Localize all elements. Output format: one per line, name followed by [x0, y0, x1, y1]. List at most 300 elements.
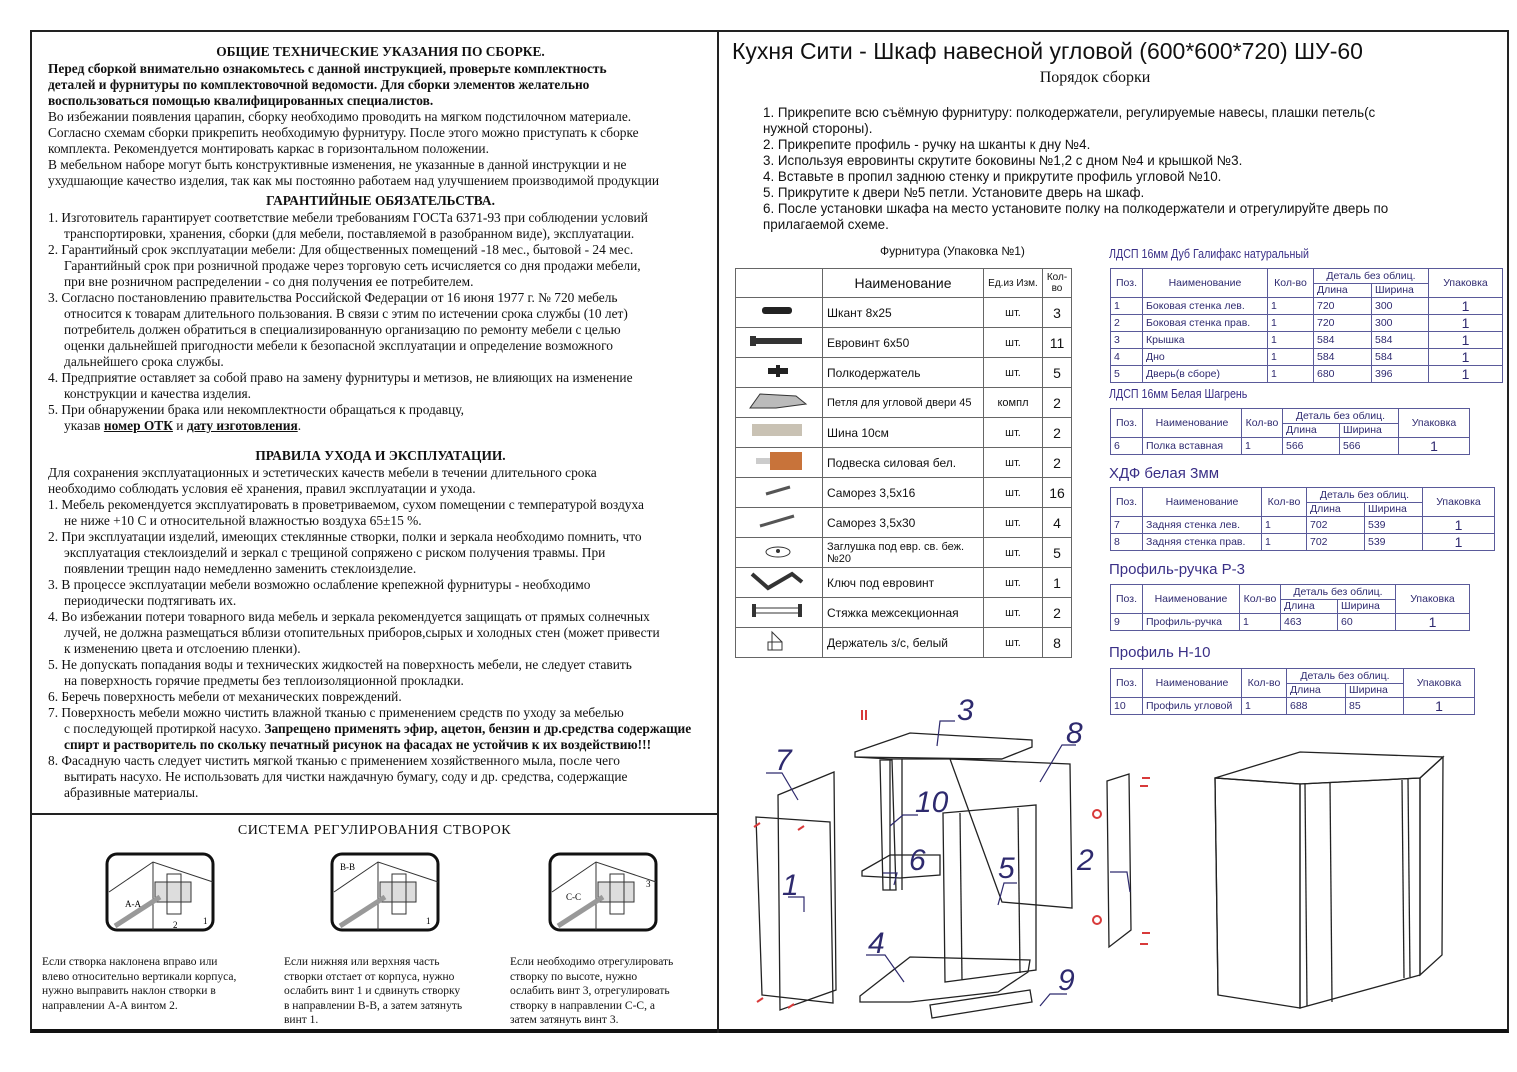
hardware-unit: шт. — [984, 478, 1043, 508]
adjustment-label: А-А — [125, 899, 141, 909]
material-cell: 396 — [1372, 366, 1429, 383]
hardware-qty: 2 — [1043, 598, 1072, 628]
header-qty: Кол-во — [1262, 488, 1307, 517]
hardware-qty: 2 — [1043, 418, 1072, 448]
hardware-row — [736, 448, 1072, 478]
material-cell: 1 — [1429, 298, 1503, 315]
hardware-table — [735, 268, 1072, 658]
text-line: комплекта. Рекомендуется монтировать каркас в горизонтальном положении. — [48, 141, 489, 156]
part-5-door — [943, 805, 1036, 982]
material-cell: 2 — [1111, 315, 1143, 332]
section-heading-warranty: ГАРАНТИЙНЫЕ ОБЯЗАТЕЛЬСТВА. — [266, 193, 495, 208]
material-cell: Боковая стенка лев. — [1143, 298, 1268, 315]
hardware-qty: 5 — [1043, 358, 1072, 388]
material-cell: 1 — [1404, 698, 1475, 715]
hardware-qty: 3 — [1043, 298, 1072, 328]
table-header-row — [1111, 409, 1470, 424]
material-group-title: Профиль Н-10 — [1109, 644, 1211, 661]
hardware-unit: шт. — [984, 508, 1043, 538]
hardware-name: Держатель з/с, белый — [823, 628, 984, 658]
material-cell: 1 — [1429, 366, 1503, 383]
text-line: деталей и фурнитуры по комплектовочной ведомости. Для сборки элементов желательно — [48, 77, 590, 92]
material-table — [1110, 487, 1495, 551]
material-cell: 566 — [1283, 438, 1340, 455]
hardware-name: Заглушка под евр. св. беж. №20 — [823, 538, 984, 568]
material-row — [1111, 366, 1503, 383]
material-cell: Задняя стенка лев. — [1143, 517, 1262, 534]
text-line: ухудшающие качество изделия, так как мы постоянно работаем над улучшением производимой продукции — [48, 173, 659, 188]
material-cell: 680 — [1314, 366, 1372, 383]
connector-icon — [736, 598, 820, 624]
text-line: необходимо соблюдать условия её хранения, правил эксплуатации и ухода. — [48, 481, 476, 496]
hardware-icon-cell — [736, 508, 823, 538]
hardware-name: Полкодержатель — [823, 358, 984, 388]
text-line: 8. Фасадную часть следует чистить мягкой тканью с применением хозяйственного мыла, после чего — [48, 753, 620, 768]
part-label-8: 8 — [1066, 717, 1083, 750]
text-line: Гарантийный срок при розничной продаже через торговую сеть исчисляется со дня продажи мебели, — [64, 258, 641, 273]
header-name: Наименование — [1143, 488, 1262, 517]
part-2-side-right — [1107, 774, 1131, 947]
part-label-7: 7 — [775, 744, 792, 777]
header-name: Наименование — [1143, 409, 1242, 438]
hardware-row — [736, 358, 1072, 388]
step-line: 1. Прикрепите всю съёмную фурнитуру: полкодержатели, регулируемые навесы, плашки петель(с — [763, 105, 1376, 120]
shelf-support-icon — [736, 358, 820, 384]
material-cell: Крышка — [1143, 332, 1268, 349]
header-detail: Деталь без облиц. — [1307, 488, 1423, 503]
instructions-text — [48, 40, 713, 801]
hardware-caption: Фурнитура (Упаковка №1) — [880, 244, 1025, 258]
hardware-icon-cell — [736, 418, 823, 448]
adjustment-label: 1 — [426, 916, 431, 926]
hardware-row — [736, 568, 1072, 598]
text-line: к изменению цвета и отслоению пленки). — [64, 641, 301, 656]
material-cell: 8 — [1111, 534, 1143, 551]
hardware-qty: 2 — [1043, 388, 1072, 418]
header-pack: Упаковка — [1423, 488, 1495, 517]
material-row — [1111, 614, 1470, 631]
part-label-1: 1 — [782, 869, 799, 902]
hardware-icon-cell — [736, 448, 823, 478]
text-line: 5. Не допускать попадания воды и технических жидкостей на поверхность мебели, не следует ставить — [48, 657, 632, 672]
text-line — [48, 721, 713, 737]
hardware-qty: 5 — [1043, 538, 1072, 568]
material-cell: 10 — [1111, 698, 1143, 715]
material-cell: Профиль угловой — [1143, 698, 1242, 715]
text-span: и — [172, 418, 187, 433]
header-width: Ширина — [1338, 599, 1396, 614]
header-detail: Деталь без облиц. — [1287, 669, 1404, 684]
step-line: 4. Вставьте в пропил заднюю стенку и прикрутите профиль угловой №10. — [763, 169, 1222, 184]
otk-number-emphasis: номер ОТК — [103, 418, 173, 433]
adjustment-label: С-С — [566, 892, 582, 902]
material-cell: 3 — [1111, 332, 1143, 349]
icon-column-header — [736, 269, 823, 298]
material-table — [1110, 584, 1470, 631]
material-row — [1111, 332, 1503, 349]
adjustment-label: 3 — [646, 879, 651, 889]
caption-line: нужно выправить наклон створки в — [42, 985, 216, 997]
hardware-unit: шт. — [984, 448, 1043, 478]
hardware-name: Шкант 8х25 — [823, 298, 984, 328]
material-cell: 584 — [1372, 349, 1429, 366]
text-line: В мебельном наборе могут быть конструктивные изменения, не указанные в данной инструкции и не — [48, 157, 627, 172]
hardware-icon-cell — [736, 388, 823, 418]
part-label-10: 10 — [915, 786, 949, 819]
step-line: 5. Прикрутите к двери №5 петли. Установите дверь на шкаф. — [763, 185, 1145, 200]
dowel-icon — [736, 298, 820, 324]
material-cell: 300 — [1372, 298, 1429, 315]
material-cell: 584 — [1314, 332, 1372, 349]
hardware-unit: шт. — [984, 298, 1043, 328]
part-1-side-left — [756, 817, 833, 1003]
hardware-unit: шт. — [984, 328, 1043, 358]
warning-text: Запрещено применять эфир, ацетон, бензин и др.средства содержащие — [264, 721, 692, 736]
header-length: Длина — [1281, 599, 1338, 614]
adjustment-caption — [510, 955, 673, 1028]
text-line: Во избежании появления царапин, сборку необходимо проводить на мягком подстилочном материале. — [48, 109, 632, 124]
header-width: Ширина — [1346, 683, 1404, 698]
hardware-row — [736, 418, 1072, 448]
hardware-name: Шина 10см — [823, 418, 984, 448]
material-cell: 6 — [1111, 438, 1143, 455]
hardware-unit: шт. — [984, 568, 1043, 598]
hardware-icon-cell — [736, 328, 823, 358]
header-width: Ширина — [1340, 423, 1399, 438]
material-group-title: ХДФ белая 3мм — [1109, 465, 1220, 482]
part-label-5: 5 — [998, 852, 1015, 885]
text-line: 5. При обнаружении брака или некомплектности обращаться к продавцу, — [48, 402, 464, 417]
hardware-icon-cell — [736, 538, 823, 568]
hardware-qty: 2 — [1043, 448, 1072, 478]
assembly-steps — [763, 105, 1463, 233]
hardware-name: Евровинт 6х50 — [823, 328, 984, 358]
hardware-row — [736, 508, 1072, 538]
adjustment-caption — [284, 955, 462, 1028]
material-cell: 7 — [1111, 517, 1143, 534]
material-cell: 702 — [1307, 534, 1365, 551]
text-span: указав — [64, 418, 104, 433]
hardware-name: Саморез 3,5х16 — [823, 478, 984, 508]
caption-line: винт 1. — [284, 1014, 319, 1026]
text-line: транспортировки, хранения, сборки (для мебели, поставляемой в разобранном виде), эксплуатации. — [64, 226, 635, 241]
header-pack: Упаковка — [1429, 269, 1503, 298]
adjustment-title: СИСТЕМА РЕГУЛИРОВАНИЯ СТВОРОК — [237, 823, 512, 838]
material-cell: 584 — [1372, 332, 1429, 349]
hardware-qty: 8 — [1043, 628, 1072, 658]
material-cell: 1 — [1262, 534, 1307, 551]
material-cell: 539 — [1365, 517, 1423, 534]
hardware-unit: шт. — [984, 538, 1043, 568]
text-line: оценки дальнейшей пригодности мебели к безопасной эксплуатации и определение возможного — [64, 338, 613, 353]
text-line: дальнейшего срока службы. — [64, 354, 224, 369]
section-heading-care: ПРАВИЛА УХОДА И ЭКСПЛУАТАЦИИ. — [255, 448, 506, 463]
material-cell: 702 — [1307, 517, 1365, 534]
assembly-diagram — [740, 690, 1470, 1025]
step-line: нужной стороны). — [763, 121, 873, 136]
text-line: относится к товарам длительного пользования. В связи с этим по истечении срока службы (10 лет) — [64, 306, 628, 321]
text-line: 7. Поверхность мебели можно чистить влажной тканью с применением средств по уходу за мебелью — [48, 705, 624, 720]
material-cell: 1 — [1240, 614, 1281, 631]
material-cell: 4 — [1111, 349, 1143, 366]
table-header-row — [1111, 669, 1475, 684]
text-line: потребитель должен обратиться в специализированную организацию по ремонту мебели с целью — [64, 322, 621, 337]
hardware-qty: 4 — [1043, 508, 1072, 538]
header-detail: Деталь без облиц. — [1281, 585, 1396, 600]
material-group-title: ЛДСП 16мм Дуб Галифакс натуральный — [1109, 246, 1309, 261]
material-row — [1111, 315, 1503, 332]
material-cell: 1 — [1396, 614, 1470, 631]
material-cell: 1 — [1242, 438, 1283, 455]
text-line: не ниже +10 С и относительной влажностью воздуха 65±15 %. — [64, 513, 422, 528]
part-label-9: 9 — [1058, 964, 1075, 997]
text-line: 4. Во избежании потери товарного вида мебель и зеркала рекомендуется защищать от прямых солнечных — [48, 609, 650, 624]
header-width: Ширина — [1372, 283, 1429, 298]
header-length: Длина — [1283, 423, 1340, 438]
header-length: Длина — [1307, 502, 1365, 517]
text-line: 3. Согласно постановлению правительства Российской Федерации от 16 июня 1977 г. № 720 мебель — [48, 290, 618, 305]
text-line: лучей, не должна размещаться вблизи отопительных приборов,сырых и холодных стен (может привести — [64, 625, 660, 640]
caption-line: створку в направлении С-С, а — [510, 999, 655, 1012]
hardware-row — [736, 598, 1072, 628]
text-line: периодически подтягивать их. — [64, 593, 237, 608]
hinge-adjustment-illustration — [105, 852, 215, 932]
text-line: 1. Изготовитель гарантирует соответствие мебели требованиям ГОСТа 6371-93 при соблюдении условий — [48, 210, 648, 225]
hardware-qty: 1 — [1043, 568, 1072, 598]
table-header-row — [1111, 269, 1503, 284]
header-qty: Кол-во — [1268, 269, 1314, 298]
hinge-adjustment-illustration — [548, 852, 658, 932]
hardware-icon-cell — [736, 628, 823, 658]
material-cell: 720 — [1314, 298, 1372, 315]
text-line — [48, 418, 713, 434]
hex-key-icon — [736, 568, 820, 594]
part-label-6: 6 — [909, 844, 926, 877]
hardware-qty: 16 — [1043, 478, 1072, 508]
part-10-corner-profile — [880, 760, 896, 890]
material-cell: Задняя стенка прав. — [1143, 534, 1262, 551]
assembled-cabinet — [1215, 752, 1443, 1008]
hinge-icon — [736, 388, 820, 414]
text-line: при вне розничном распределении - со дня получения ее потребителем. — [64, 274, 474, 289]
part-8-back-right — [950, 759, 1072, 908]
text-line: абразивные материалы. — [64, 785, 199, 800]
part-3-top — [855, 733, 1032, 759]
hardware-name: Стяжка межсекционная — [823, 598, 984, 628]
hardware-row — [736, 628, 1072, 658]
caption-line: направлении А-А винтом 2. — [42, 999, 178, 1012]
material-cell: 1 — [1242, 698, 1287, 715]
hardware-name: Ключ под евровинт — [823, 568, 984, 598]
header-pos: Поз. — [1111, 488, 1143, 517]
header-qty: Кол-во — [1242, 669, 1287, 698]
caption-line: Если необходимо отрегулировать — [510, 956, 674, 968]
header-length: Длина — [1314, 283, 1372, 298]
text-line: воспользоваться помощью квалифицированных специалистов. — [48, 93, 434, 108]
header-name: Наименование — [1143, 669, 1242, 698]
step-line: 3. Используя евровинты скрутите боковины №1,2 с дном №4 и крышкой №3. — [763, 153, 1243, 168]
caption-line: створку по высоте, нужно — [510, 970, 638, 983]
material-cell: 539 — [1365, 534, 1423, 551]
material-row — [1111, 438, 1470, 455]
header-pos: Поз. — [1111, 269, 1143, 298]
material-cell: 1 — [1268, 298, 1314, 315]
material-group-title: Профиль-ручка Р-3 — [1109, 561, 1245, 578]
material-cell: 1 — [1429, 332, 1503, 349]
text-line: вытирать насухо. Не использовать для чистки наждачную бумагу, соду и др. средства, содержащие — [64, 769, 628, 784]
material-cell: Дверь(в сборе) — [1143, 366, 1268, 383]
hardware-row — [736, 298, 1072, 328]
glass-holder-icon — [736, 628, 820, 654]
material-cell: 1 — [1268, 315, 1314, 332]
header-pos: Поз. — [1111, 669, 1143, 698]
step-line: прилагаемой схеме. — [763, 217, 889, 232]
material-cell: 1 — [1111, 298, 1143, 315]
text-span: с последующей протиркой насухо. — [64, 721, 265, 736]
section-divider — [30, 813, 719, 815]
header-pack: Упаковка — [1396, 585, 1470, 614]
hardware-name: Петля для угловой двери 45 — [823, 388, 984, 418]
caption-line: ослабить винт 1 и сдвинуть створку — [284, 985, 461, 997]
hardware-icon-cell — [736, 358, 823, 388]
section-heading-general: ОБЩИЕ ТЕХНИЧЕСКИЕ УКАЗАНИЯ ПО СБОРКЕ. — [216, 44, 545, 59]
text-span: . — [297, 418, 302, 433]
text-line: Для сохранения эксплуатационных и эстетических качеств мебели в течении длительного срока — [48, 465, 597, 480]
caption-line: в направлении В-В, а затем затянуть — [284, 999, 463, 1012]
caption-line: затем затянуть винт 3. — [510, 1014, 619, 1026]
caption-line: Если нижняя или верхняя часть — [284, 956, 440, 968]
header-name: Наименование — [1143, 269, 1268, 298]
hardware-unit: компл — [984, 388, 1043, 418]
text-line: Согласно схемам сборки прикрепить необходимую фурнитуру. После этого можно приступать к сборке — [48, 125, 639, 140]
material-cell: 300 — [1372, 315, 1429, 332]
rail-icon — [736, 418, 820, 444]
hardware-icon-cell — [736, 478, 823, 508]
cap-icon — [736, 538, 820, 564]
hinge-adjustment-illustration — [330, 852, 440, 932]
material-cell: 1 — [1423, 534, 1495, 551]
adjustment-label: В-В — [340, 862, 356, 872]
material-cell: 688 — [1287, 698, 1346, 715]
material-cell: 9 — [1111, 614, 1143, 631]
part-label-3: 3 — [957, 694, 974, 727]
material-cell: 1 — [1262, 517, 1307, 534]
header-pack: Упаковка — [1399, 409, 1470, 438]
step-line: 6. После установки шкафа на место установите полку на полкодержатели и отрегулируйте дверь по — [763, 201, 1389, 216]
screw-short-icon — [736, 478, 820, 504]
adjustment-label: 2 — [173, 920, 178, 930]
material-row — [1111, 534, 1495, 551]
part-label-4: 4 — [868, 927, 885, 960]
hardware-icon-cell — [736, 598, 823, 628]
hardware-row — [736, 538, 1072, 568]
text-line: 6. Беречь поверхность мебели от механических повреждений. — [48, 689, 402, 704]
header-pack: Упаковка — [1404, 669, 1475, 698]
material-cell: 1 — [1423, 517, 1495, 534]
material-cell: 1 — [1268, 349, 1314, 366]
hardware-name: Подвеска силовая бел. — [823, 448, 984, 478]
hardware-row — [736, 328, 1072, 358]
page-subtitle: Порядок сборки — [1039, 69, 1151, 86]
material-cell: 5 — [1111, 366, 1143, 383]
material-cell: Профиль-ручка — [1143, 614, 1240, 631]
material-cell: 1 — [1429, 349, 1503, 366]
caption-line: ослабить винт 3, отрегулировать — [510, 985, 670, 997]
adjustment-caption — [42, 955, 236, 1013]
material-row — [1111, 349, 1503, 366]
material-group-title: ЛДСП 16мм Белая Шагрень — [1109, 386, 1248, 401]
text-line: 2. Гарантийный срок эксплуатации мебели: Для общественных помещений -18 мес., бытовой - 24 мес. — [48, 242, 634, 257]
header-detail: Деталь без облиц. — [1283, 409, 1399, 424]
unit-column-header: Ед.из Изм. — [984, 269, 1043, 298]
table-header-row — [1111, 488, 1495, 503]
text-line: Перед сборкой внимательно ознакомьтесь с данной инструкцией, проверьте комплектность — [48, 61, 607, 76]
text-line: 4. Предприятие оставляет за собой право на замену фурнитуры и метизов, не влияющих на изменение — [48, 370, 633, 385]
header-length: Длина — [1287, 683, 1346, 698]
step-line: 2. Прикрепите профиль - ручку на шканты к дну №4. — [763, 137, 1091, 152]
hanger-icon — [736, 448, 820, 474]
hardware-qty: 11 — [1043, 328, 1072, 358]
hardware-icon-cell — [736, 298, 823, 328]
hardware-name: Саморез 3,5х30 — [823, 508, 984, 538]
text-line: эксплуатация стеклоизделий и зеркал с трещиной сопряжено с риском получения травмы. При — [64, 545, 606, 560]
hardware-row — [736, 388, 1072, 418]
header-qty: Кол-во — [1242, 409, 1283, 438]
text-line: на поверхность горячие предметы без теплоизоляционной прокладки. — [64, 673, 464, 688]
name-column-header: Наименование — [823, 269, 984, 298]
header-pos: Поз. — [1111, 409, 1143, 438]
header-detail: Деталь без облиц. — [1314, 269, 1429, 284]
column-divider — [717, 30, 719, 1033]
material-table — [1110, 268, 1503, 383]
part-6-shelf — [862, 855, 940, 878]
hardware-row — [736, 478, 1072, 508]
euroscrew-icon — [736, 328, 820, 354]
text-line: появлении трещин надо немедленно заменить стеклоизделие. — [64, 561, 417, 576]
material-row — [1111, 517, 1495, 534]
material-cell: 60 — [1338, 614, 1396, 631]
manufacture-date-emphasis: дату изготовления — [186, 418, 298, 433]
caption-line: Если створка наклонена вправо или — [42, 956, 218, 968]
material-cell: Полка вставная — [1143, 438, 1242, 455]
part-label-2: 2 — [1077, 844, 1094, 877]
header-width: Ширина — [1365, 502, 1423, 517]
material-cell: 566 — [1340, 438, 1399, 455]
warning-text: спирт и растворитель по скольку печатный рисунок на фасадах не устойчив к их воздействию!!! — [64, 737, 652, 752]
material-cell: 85 — [1346, 698, 1404, 715]
header-name: Наименование — [1143, 585, 1240, 614]
table-header-row — [736, 269, 1072, 298]
text-line: конструкции и качества изделия. — [64, 386, 252, 401]
page-title: Кухня Сити - Шкаф навесной угловой (600*600*720) ШУ-60 — [732, 38, 1363, 64]
qty-column-header: Кол-во — [1043, 269, 1072, 298]
hardware-icon-cell — [736, 568, 823, 598]
hardware-unit: шт. — [984, 358, 1043, 388]
table-header-row — [1111, 585, 1470, 600]
material-cell: 1 — [1399, 438, 1470, 455]
text-line: 2. При эксплуатации изделий, имеющих стеклянные створки, полки и зеркала необходимо помнить, что — [48, 529, 642, 544]
caption-line: створки отстает от корпуса, нужно — [284, 970, 455, 983]
material-cell: 1 — [1429, 315, 1503, 332]
material-table — [1110, 408, 1470, 455]
screw-long-icon — [736, 508, 820, 534]
material-cell: 584 — [1314, 349, 1372, 366]
hardware-unit: шт. — [984, 598, 1043, 628]
material-cell: 463 — [1281, 614, 1338, 631]
text-line: 1. Мебель рекомендуется эксплуатировать в проветриваемом, сухом помещении с температурой воздуха — [48, 497, 644, 512]
header-pos: Поз. — [1111, 585, 1143, 614]
material-cell: 1 — [1268, 332, 1314, 349]
